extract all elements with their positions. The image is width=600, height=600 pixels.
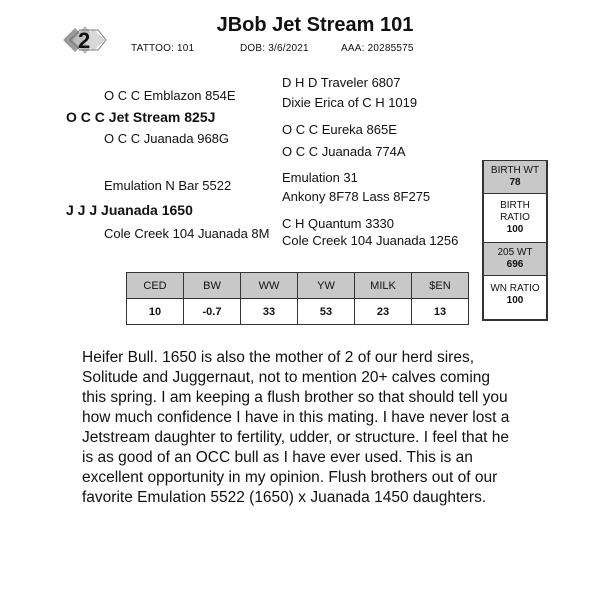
epd-header: MILK — [355, 273, 412, 299]
performance-box — [482, 160, 548, 321]
epd-header-row — [127, 273, 469, 299]
dob-text: DOB: 3/6/2021 — [240, 43, 309, 54]
great-grandparent: Ankony 8F78 Lass 8F275 — [282, 189, 431, 204]
weaning-ratio-value: 100 — [506, 295, 524, 306]
animal-name-title: JBob Jet Stream 101 — [216, 14, 414, 36]
weaning-weight-value: 696 — [506, 259, 524, 270]
weaning-ratio-cell — [483, 275, 547, 320]
birth-ratio-value: 100 — [506, 224, 524, 235]
lot-number: 2 — [78, 28, 91, 53]
sire-sire: O C C Emblazon 854E — [104, 88, 236, 103]
great-grandparent: Dixie Erica of C H 1019 — [282, 95, 418, 110]
aaa-number-text: AAA: 20285575 — [341, 43, 414, 54]
epd-header: BW — [184, 273, 241, 299]
great-grandparent: C H Quantum 3330 — [282, 216, 395, 231]
birth-weight-label: BIRTH WT — [490, 165, 540, 176]
birth-ratio-cell — [483, 193, 547, 243]
epd-header: YW — [298, 273, 355, 299]
birth-ratio-label: BIRTH — [500, 200, 530, 211]
dam-dam: Cole Creek 104 Juanada 8M — [104, 226, 270, 241]
epd-value: 10 — [127, 299, 184, 325]
dam-sire: Emulation N Bar 5522 — [104, 178, 232, 193]
weaning-weight-cell — [483, 242, 547, 276]
lot-notes: Heifer Bull. 1650 is also the mother of 2 of our herd sires, Solitude and Juggernaut, not to mention 20+ calves coming this spring. I am keeping a flush brother so that should tell you how much confidence I have in this mating. I have never lost a Jetstream daughter to fertility, udder, or structure. I feel that he is as good of an OCC bull as I have ever used. This is an excellent opportunity in my opinion. Flush brothers out of our favorite Emulation 5522 (1650) x Juanada 1450 daughters. — [82, 349, 510, 506]
sire: O C C Jet Stream 825J — [66, 109, 216, 125]
epd-header: $EN — [412, 273, 469, 299]
great-grandparent: Emulation 31 — [282, 170, 358, 185]
epd-value: -0.7 — [184, 299, 241, 325]
sire-dam: O C C Juanada 968G — [104, 131, 230, 146]
epd-value: 13 — [412, 299, 469, 325]
birth-weight-cell — [483, 160, 547, 194]
tattoo-text: TATTOO: 101 — [131, 43, 195, 54]
epd-header: CED — [127, 273, 184, 299]
great-grandparent: O C C Juanada 774A — [282, 144, 406, 159]
weaning-ratio-label: WN RATIO — [490, 283, 540, 294]
epd-value: 33 — [241, 299, 298, 325]
epd-table — [126, 272, 469, 325]
great-grandparent: D H D Traveler 6807 — [282, 75, 401, 90]
epd-header: WW — [241, 273, 298, 299]
epd-value: 53 — [298, 299, 355, 325]
birth-ratio-label: RATIO — [500, 212, 530, 223]
birth-weight-value: 78 — [509, 177, 521, 188]
weaning-weight-label: 205 WT — [497, 247, 533, 258]
epd-value: 23 — [355, 299, 412, 325]
epd-value-row — [127, 299, 469, 325]
great-grandparent: Cole Creek 104 Juanada 1256 — [282, 233, 459, 248]
great-grandparent: O C C Eureka 865E — [282, 122, 397, 137]
dam: J J J Juanada 1650 — [66, 202, 193, 218]
